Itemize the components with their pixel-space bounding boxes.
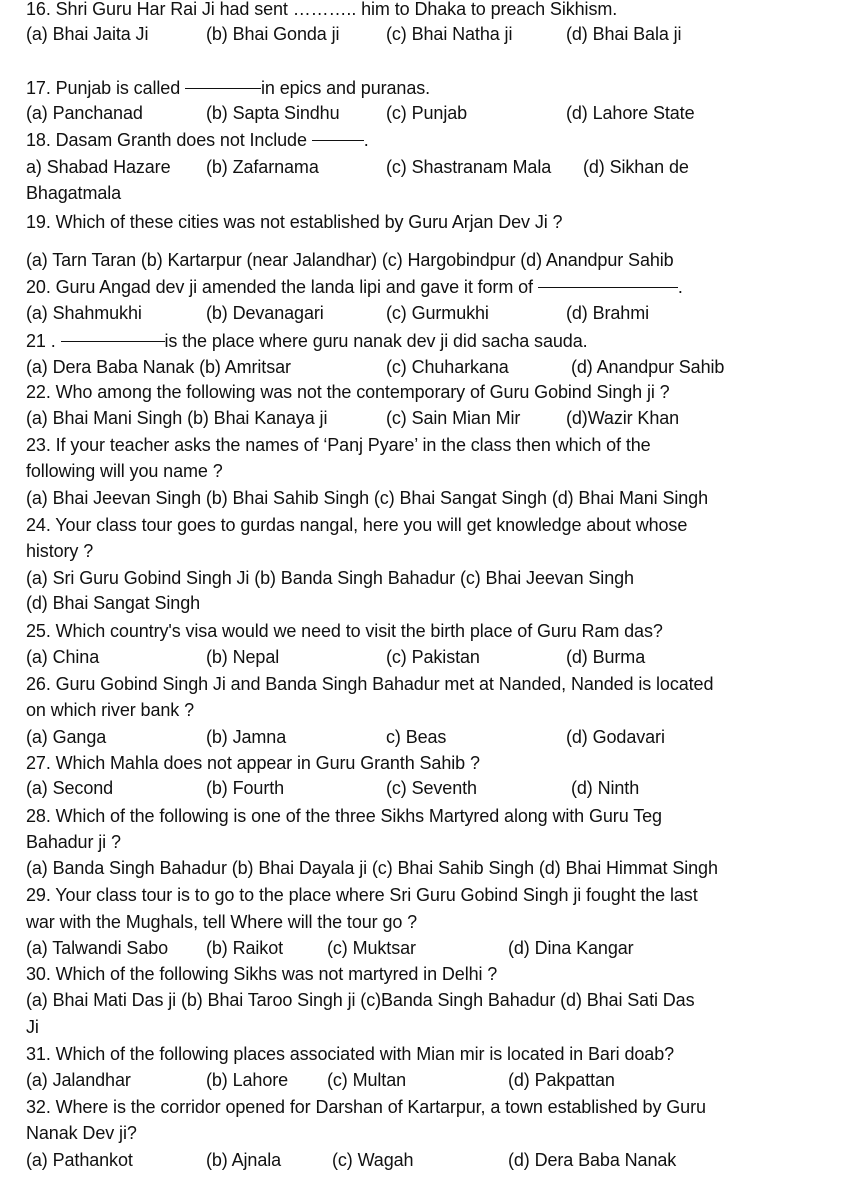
q24-options-continued: (d) Bhai Sangat Singh bbox=[26, 593, 201, 613]
q21-option-ab: (a) Dera Baba Nanak (b) Amritsar bbox=[26, 357, 291, 377]
q29-option-c: (c) Muktsar bbox=[327, 938, 416, 958]
answer-blank bbox=[538, 287, 678, 288]
q20-option-d: (d) Brahmi bbox=[566, 303, 650, 323]
q22-option-ab: (a) Bhai Mani Singh (b) Bhai Kanaya ji bbox=[26, 408, 328, 428]
question-18-text-end: . bbox=[363, 130, 369, 150]
q30-options: (a) Bhai Mati Das ji (b) Bhai Taroo Singh ji (c)Banda Singh Bahadur (d) Bhai Sati Das bbox=[26, 990, 695, 1010]
q26-option-c: c) Beas bbox=[386, 727, 447, 747]
q25-option-b: (b) Nepal bbox=[206, 647, 280, 667]
q27-option-a: (a) Second bbox=[26, 778, 114, 798]
q29-option-d: (d) Dina Kangar bbox=[508, 938, 634, 958]
question-22: 22. Who among the following was not the contemporary of Guru Gobind Singh ji ? bbox=[26, 382, 670, 402]
question-17 bbox=[26, 77, 430, 99]
question-32-continued: Nanak Dev ji? bbox=[26, 1123, 137, 1143]
q31-option-b: (b) Lahore bbox=[206, 1070, 289, 1090]
question-23: 23. If your teacher asks the names of ‘Panj Pyare’ in the class then which of the bbox=[26, 435, 651, 455]
q18-option-d: (d) Sikhan de bbox=[583, 157, 689, 177]
question-26-continued: on which river bank ? bbox=[26, 700, 194, 720]
q31-option-a: (a) Jalandhar bbox=[26, 1070, 131, 1090]
q26-option-b: (b) Jamna bbox=[206, 727, 287, 747]
question-29: 29. Your class tour is to go to the place where Sri Guru Gobind Singh ji fought the last bbox=[26, 885, 698, 905]
answer-blank bbox=[185, 88, 261, 89]
question-21-text: 21 . bbox=[26, 331, 61, 351]
question-17-text-end: in epics and puranas. bbox=[261, 78, 431, 98]
q19-options: (a) Tarn Taran (b) Kartarpur (near Jalandhar) (c) Hargobindpur (d) Anandpur Sahib bbox=[26, 250, 674, 270]
q31-option-d: (d) Pakpattan bbox=[508, 1070, 615, 1090]
q20-option-a: (a) Shahmukhi bbox=[26, 303, 142, 323]
q16-option-a: (a) Bhai Jaita Ji bbox=[26, 24, 149, 44]
question-28-continued: Bahadur ji ? bbox=[26, 832, 121, 852]
question-21 bbox=[26, 330, 588, 352]
q32-option-c: (c) Wagah bbox=[332, 1150, 414, 1170]
q18-option-a: a) Shabad Hazare bbox=[26, 157, 171, 177]
q22-option-c: (c) Sain Mian Mir bbox=[386, 408, 521, 428]
q20-option-c: (c) Gurmukhi bbox=[386, 303, 489, 323]
question-20-text: 20. Guru Angad dev ji amended the landa lipi and gave it form of bbox=[26, 277, 538, 297]
q25-option-c: (c) Pakistan bbox=[386, 647, 480, 667]
question-24: 24. Your class tour goes to gurdas nangal, here you will get knowledge about whose bbox=[26, 515, 688, 535]
q23-options: (a) Bhai Jeevan Singh (b) Bhai Sahib Singh (c) Bhai Sangat Singh (d) Bhai Mani Singh bbox=[26, 488, 708, 508]
q18-option-d-continued: Bhagatmala bbox=[26, 183, 122, 203]
question-18-text: 18. Dasam Granth does not Include bbox=[26, 130, 312, 150]
q26-option-d: (d) Godavari bbox=[566, 727, 665, 747]
q21-option-c: (c) Chuharkana bbox=[386, 357, 509, 377]
question-31: 31. Which of the following places associated with Mian mir is located in Bari doab? bbox=[26, 1044, 675, 1064]
q16-option-b: (b) Bhai Gonda ji bbox=[206, 24, 340, 44]
q17-option-c: (c) Punjab bbox=[386, 103, 468, 123]
q22-option-d: (d)Wazir Khan bbox=[566, 408, 680, 428]
question-32: 32. Where is the corridor opened for Darshan of Kartarpur, a town established by Guru bbox=[26, 1097, 706, 1117]
question-28: 28. Which of the following is one of the three Sikhs Martyred along with Guru Teg bbox=[26, 806, 662, 826]
q17-option-d: (d) Lahore State bbox=[566, 103, 695, 123]
question-25: 25. Which country's visa would we need to visit the birth place of Guru Ram das? bbox=[26, 621, 663, 641]
q32-option-b: (b) Ajnala bbox=[206, 1150, 282, 1170]
q29-option-a: (a) Talwandi Sabo bbox=[26, 938, 169, 958]
question-20-text-end: . bbox=[677, 277, 683, 297]
question-29-continued: war with the Mughals, tell Where will the tour go ? bbox=[26, 912, 418, 932]
q17-option-b: (b) Sapta Sindhu bbox=[206, 103, 340, 123]
q30-options-continued: Ji bbox=[26, 1017, 39, 1037]
q17-option-a: (a) Panchanad bbox=[26, 103, 143, 123]
question-27: 27. Which Mahla does not appear in Guru Granth Sahib ? bbox=[26, 753, 480, 773]
q25-option-d: (d) Burma bbox=[566, 647, 646, 667]
question-19: 19. Which of these cities was not established by Guru Arjan Dev Ji ? bbox=[26, 212, 563, 232]
answer-blank bbox=[312, 140, 364, 141]
question-23-continued: following will you name ? bbox=[26, 461, 223, 481]
question-26: 26. Guru Gobind Singh Ji and Banda Singh Bahadur met at Nanded, Nanded is located bbox=[26, 674, 714, 694]
question-30: 30. Which of the following Sikhs was not martyred in Delhi ? bbox=[26, 964, 498, 984]
question-17-text: 17. Punjab is called bbox=[26, 78, 186, 98]
q26-option-a: (a) Ganga bbox=[26, 727, 107, 747]
q31-option-c: (c) Multan bbox=[327, 1070, 407, 1090]
q27-option-b: (b) Fourth bbox=[206, 778, 285, 798]
answer-blank bbox=[61, 341, 165, 342]
q16-option-d: (d) Bhai Bala ji bbox=[566, 24, 682, 44]
q18-option-c: (c) Shastranam Mala bbox=[386, 157, 552, 177]
q20-option-b: (b) Devanagari bbox=[206, 303, 324, 323]
question-18 bbox=[26, 129, 369, 151]
q27-option-d: (d) Ninth bbox=[571, 778, 640, 798]
q27-option-c: (c) Seventh bbox=[386, 778, 477, 798]
q24-options: (a) Sri Guru Gobind Singh Ji (b) Banda Singh Bahadur (c) Bhai Jeevan Singh bbox=[26, 568, 634, 588]
q16-option-c: (c) Bhai Natha ji bbox=[386, 24, 513, 44]
q29-option-b: (b) Raikot bbox=[206, 938, 284, 958]
question-24-continued: history ? bbox=[26, 541, 94, 561]
question-21-text-end: is the place where guru nanak dev ji did sacha sauda. bbox=[164, 331, 588, 351]
q32-option-d: (d) Dera Baba Nanak bbox=[508, 1150, 677, 1170]
question-20 bbox=[26, 276, 683, 298]
q21-option-d: (d) Anandpur Sahib bbox=[571, 357, 725, 377]
q32-option-a: (a) Pathankot bbox=[26, 1150, 133, 1170]
q28-options: (a) Banda Singh Bahadur (b) Bhai Dayala ji (c) Bhai Sahib Singh (d) Bhai Himmat Singh bbox=[26, 858, 718, 878]
q18-option-b: (b) Zafarnama bbox=[206, 157, 319, 177]
q25-option-a: (a) China bbox=[26, 647, 100, 667]
question-16: 16. Shri Guru Har Rai Ji had sent ……….. him to Dhaka to preach Sikhism. bbox=[26, 0, 618, 19]
